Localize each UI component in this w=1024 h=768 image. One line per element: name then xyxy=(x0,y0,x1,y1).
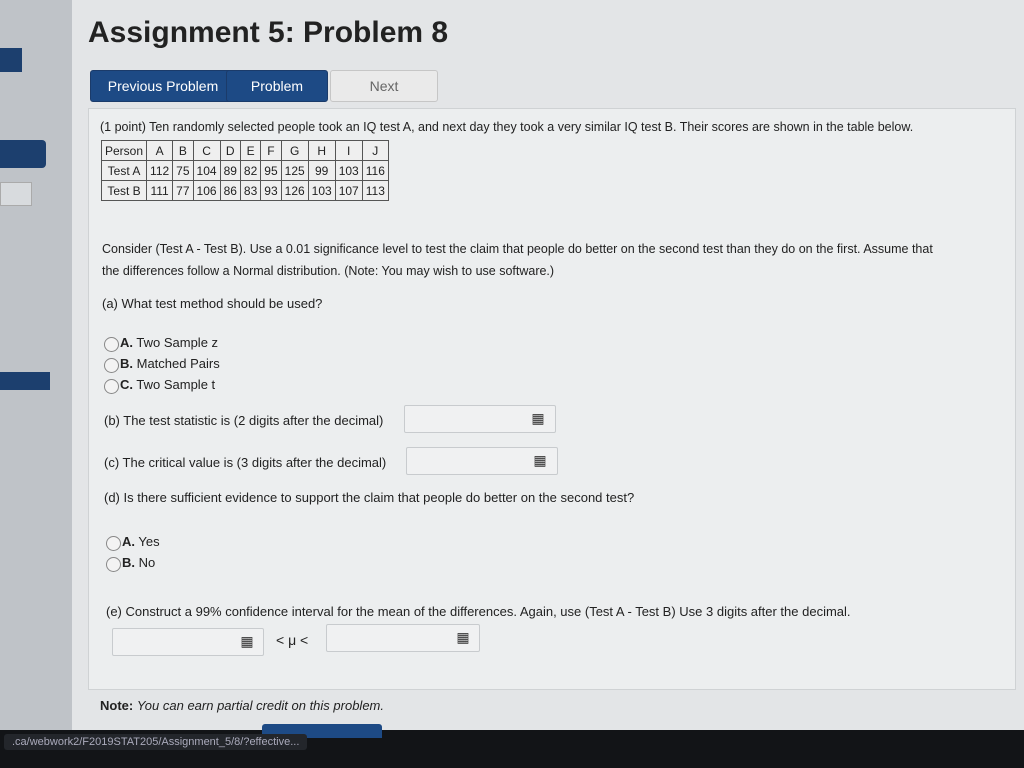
sidebar-active-item[interactable] xyxy=(0,140,46,168)
consider-text-line2: the differences follow a Normal distribution. (Note: You may wish to use software.) xyxy=(102,264,555,278)
part-d-question: (d) Is there sufficient evidence to support the claim that people do better on the second test? xyxy=(104,490,635,505)
table-cell: 106 xyxy=(193,181,220,201)
table-header-cell: J xyxy=(362,141,388,161)
option-c-label: C. Two Sample t xyxy=(120,377,216,392)
table-row xyxy=(102,141,389,161)
partial-credit-note: Note: You can earn partial credit on this problem. xyxy=(100,698,384,713)
table-cell: 86 xyxy=(220,181,240,201)
table-cell: Test A xyxy=(102,161,147,181)
table-cell: 111 xyxy=(147,181,173,201)
option-yes-label: A. Yes xyxy=(122,534,160,549)
table-cell: 75 xyxy=(173,161,193,181)
table-cell: 107 xyxy=(335,181,362,201)
table-cell: 82 xyxy=(240,161,260,181)
table-cell: 112 xyxy=(147,161,173,181)
table-header-cell: H xyxy=(308,141,335,161)
part-a-question: (a) What test method should be used? xyxy=(102,296,323,311)
table-cell: 116 xyxy=(362,161,388,181)
part-b-question: (b) The test statistic is (2 digits after the decimal) xyxy=(104,413,384,428)
page-title: Assignment 5: Problem 8 xyxy=(88,16,449,49)
table-cell: 83 xyxy=(240,181,260,201)
option-b-radio[interactable] xyxy=(104,358,119,373)
table-header-cell: C xyxy=(193,141,220,161)
table-header-cell: B xyxy=(173,141,193,161)
table-header-cell: G xyxy=(281,141,308,161)
sidebar-link-mark[interactable] xyxy=(0,48,22,72)
consider-text-line1: Consider (Test A - Test B). Use a 0.01 significance level to test the claim that people do better on the second test than they do on the first. Assume that xyxy=(102,242,933,256)
table-cell: 93 xyxy=(261,181,281,201)
grid-icon[interactable]: ▦ xyxy=(456,629,470,645)
table-cell: 125 xyxy=(281,161,308,181)
table-cell: Test B xyxy=(102,181,147,201)
table-cell: 113 xyxy=(362,181,388,201)
option-b-label: B. Matched Pairs xyxy=(120,356,220,371)
grid-icon[interactable]: ▦ xyxy=(533,452,547,468)
option-c-radio[interactable] xyxy=(104,379,119,394)
table-cell: 99 xyxy=(308,161,335,181)
table-row xyxy=(102,181,389,201)
previous-problem-button[interactable]: Previous Problem xyxy=(90,70,236,102)
grid-icon[interactable]: ▦ xyxy=(531,410,545,426)
table-header-cell: D xyxy=(220,141,240,161)
part-e-question: (e) Construct a 99% confidence interval for the mean of the differences. Again, use (Test A - Test B) Use 3 digits after the decimal. xyxy=(106,604,851,619)
table-header-cell: F xyxy=(261,141,281,161)
problem-list-button[interactable]: Problem xyxy=(226,70,328,102)
mu-inequality: < μ < xyxy=(276,632,309,648)
next-problem-button[interactable]: Next xyxy=(330,70,438,102)
option-yes-radio[interactable] xyxy=(106,536,121,551)
table-cell: 104 xyxy=(193,161,220,181)
option-a-label: A. Two Sample z xyxy=(120,335,219,350)
table-cell: 77 xyxy=(173,181,193,201)
table-cell: 103 xyxy=(308,181,335,201)
scores-table xyxy=(101,140,389,201)
option-a-radio[interactable] xyxy=(104,337,119,352)
table-row xyxy=(102,161,389,181)
part-c-question: (c) The critical value is (3 digits after the decimal) xyxy=(104,455,387,470)
grid-icon[interactable]: ▦ xyxy=(240,633,254,649)
option-no-label: B. No xyxy=(122,555,156,570)
table-header-cell: E xyxy=(240,141,260,161)
table-cell: 89 xyxy=(220,161,240,181)
table-cell: 103 xyxy=(335,161,362,181)
table-header-cell: Person xyxy=(102,141,147,161)
table-header-cell: A xyxy=(147,141,173,161)
problem-intro: (1 point) Ten randomly selected people took an IQ test A, and next day they took a very similar IQ test B. Their scores are shown in the table below. xyxy=(100,120,914,134)
sidebar-item[interactable] xyxy=(0,182,32,206)
sidebar-active-item[interactable] xyxy=(0,372,50,390)
table-cell: 95 xyxy=(261,161,281,181)
status-url: .ca/webwork2/F2019STAT205/Assignment_5/8/?effective... xyxy=(4,734,307,750)
table-cell: 126 xyxy=(281,181,308,201)
table-header-cell: I xyxy=(335,141,362,161)
option-no-radio[interactable] xyxy=(106,557,121,572)
